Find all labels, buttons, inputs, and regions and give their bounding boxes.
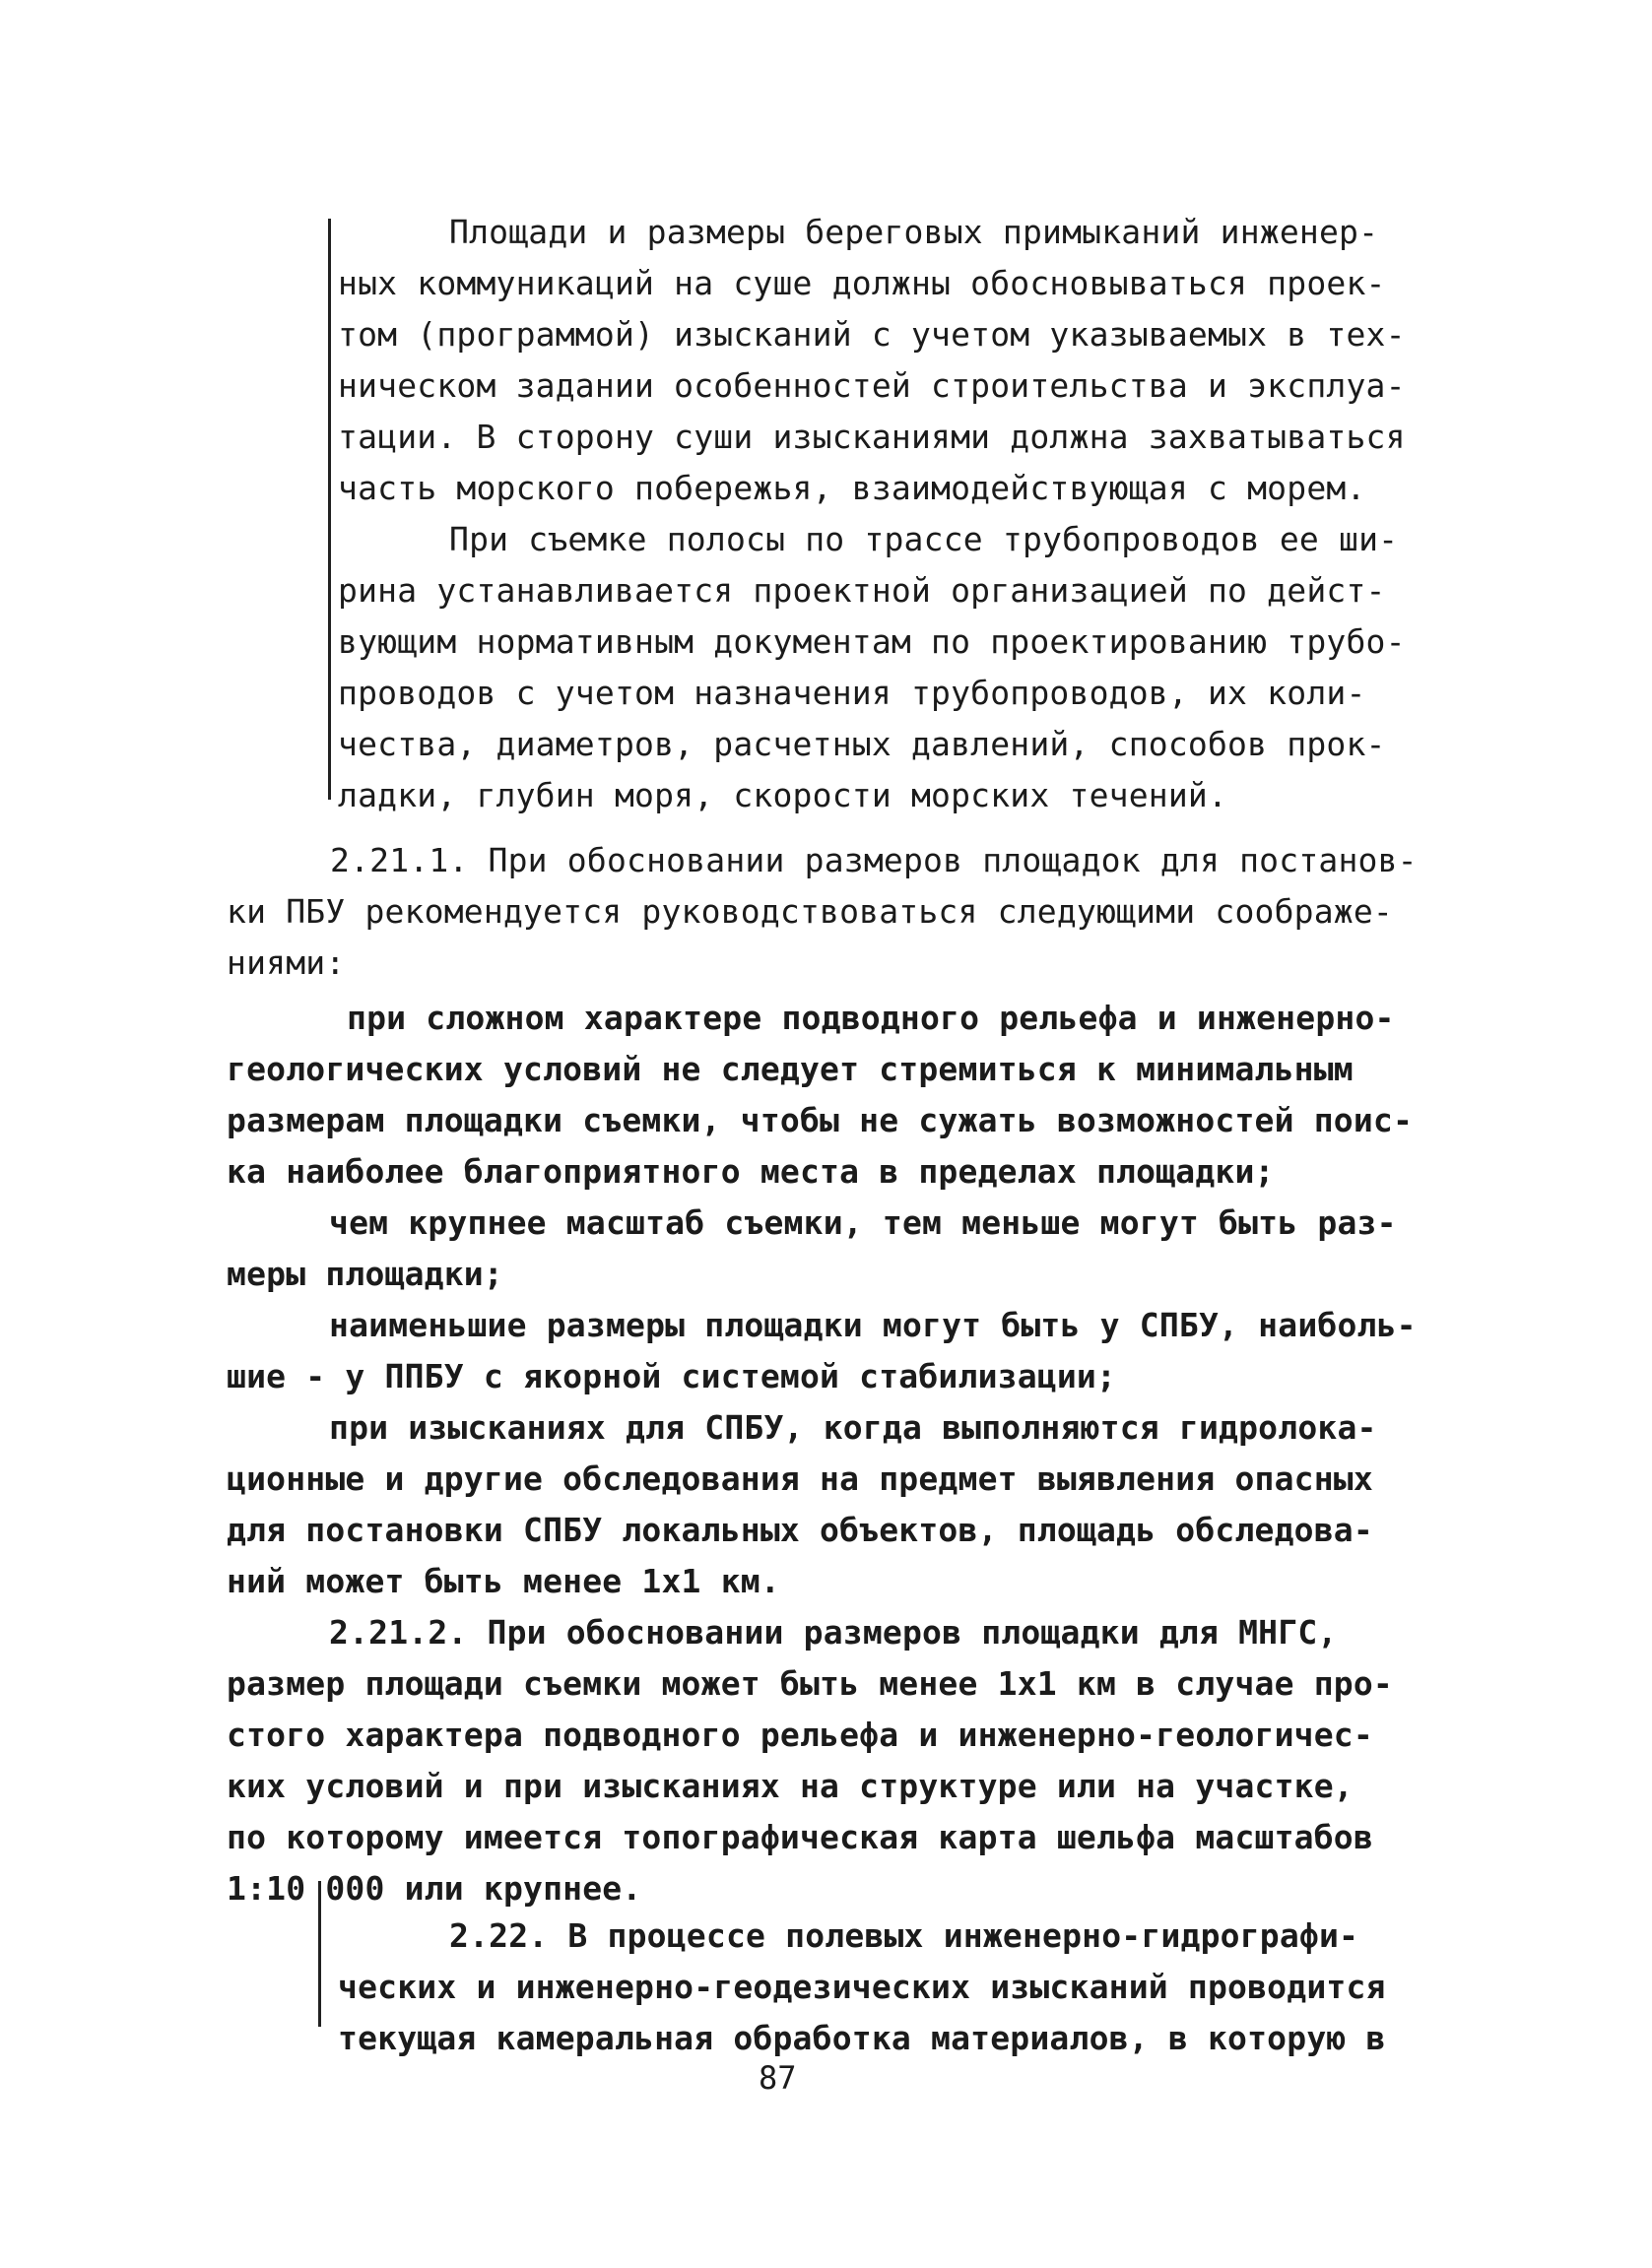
text-line: меры площадки; [227, 1255, 503, 1293]
text-line: ническом задании особенностей строительства и эксплуа- [338, 366, 1406, 405]
text-line: размер площади съемки может быть менее 1х1 км в случае про- [227, 1664, 1393, 1703]
text-line: 1:10 000 или крупнее. [227, 1869, 642, 1908]
text-line: стого характера подводного рельефа и инженерно-геологичес- [227, 1716, 1373, 1754]
text-line: наименьшие размеры площадки могут быть у СПБУ, наиболь- [329, 1306, 1417, 1344]
text-line: Площади и размеры береговых примыканий инженер- [449, 213, 1379, 251]
text-line: том (программой) изысканий с учетом указываемых в тех- [338, 315, 1406, 354]
text-line: при изысканиях для СПБУ, когда выполняются гидролока- [329, 1408, 1377, 1447]
text-line: при сложном характере подводного рельефа и инженерно- [347, 999, 1395, 1037]
text-line: по которому имеется топографическая карта шельфа масштабов [227, 1818, 1373, 1856]
text-line: проводов с учетом назначения трубопроводов, их коли- [338, 674, 1366, 712]
text-line: ки ПБУ рекомендуется руководствоваться следующими соображе- [227, 892, 1393, 931]
text-line: 2.21.1. При обосновании размеров площадок для постанов- [330, 841, 1418, 879]
text-line: ладки, глубин моря, скорости морских течений. [338, 776, 1228, 814]
text-line: ка наиболее благоприятного места в пределах площадки; [227, 1152, 1275, 1191]
text-line: ных коммуникаций на суше должны обосновываться проек- [338, 264, 1386, 302]
text-line: 2.21.2. При обосновании размеров площадки для МНГС, [329, 1613, 1338, 1652]
text-line: чества, диаметров, расчетных давлений, способов прок- [338, 725, 1386, 763]
text-line: рина устанавливается проектной организацией по дейст- [338, 571, 1386, 610]
text-line: геологических условий не следует стремиться к минимальным [227, 1050, 1354, 1088]
text-line: чем крупнее масштаб съемки, тем меньше могут быть раз- [329, 1203, 1397, 1242]
text-line: для постановки СПБУ локальных объектов, площадь обследова- [227, 1511, 1373, 1549]
text-line: ний может быть менее 1х1 км. [227, 1562, 780, 1600]
text-line: ческих и инженерно-геодезических изысканий проводится [338, 1968, 1386, 2006]
text-line: 2.22. В процессе полевых инженерно-гидрографи- [449, 1916, 1359, 1955]
text-line: ких условий и при изысканиях на структуре или на участке, [227, 1767, 1354, 1805]
text-line: ниями: [227, 943, 346, 982]
text-line: вующим нормативным документам по проектированию трубо- [338, 622, 1406, 661]
text-line: ционные и другие обследования на предмет выявления опасных [227, 1459, 1373, 1498]
text-line: размерам площадки съемки, чтобы не сужать возможностей поис- [227, 1101, 1414, 1139]
text-line: шие - у ППБУ с якорной системой стабилизации; [227, 1357, 1117, 1395]
margin-change-bar [328, 219, 331, 800]
page-number: 87 [759, 2059, 797, 2097]
text-line: текущая камеральная обработка материалов, в которую в [338, 2019, 1386, 2057]
text-line: тации. В сторону суши изысканиями должна захватываться [338, 418, 1406, 456]
text-line: часть морского побережья, взаимодействующая с морем. [338, 469, 1366, 507]
text-line: При съемке полосы по трассе трубопроводов ее ши- [449, 520, 1399, 558]
